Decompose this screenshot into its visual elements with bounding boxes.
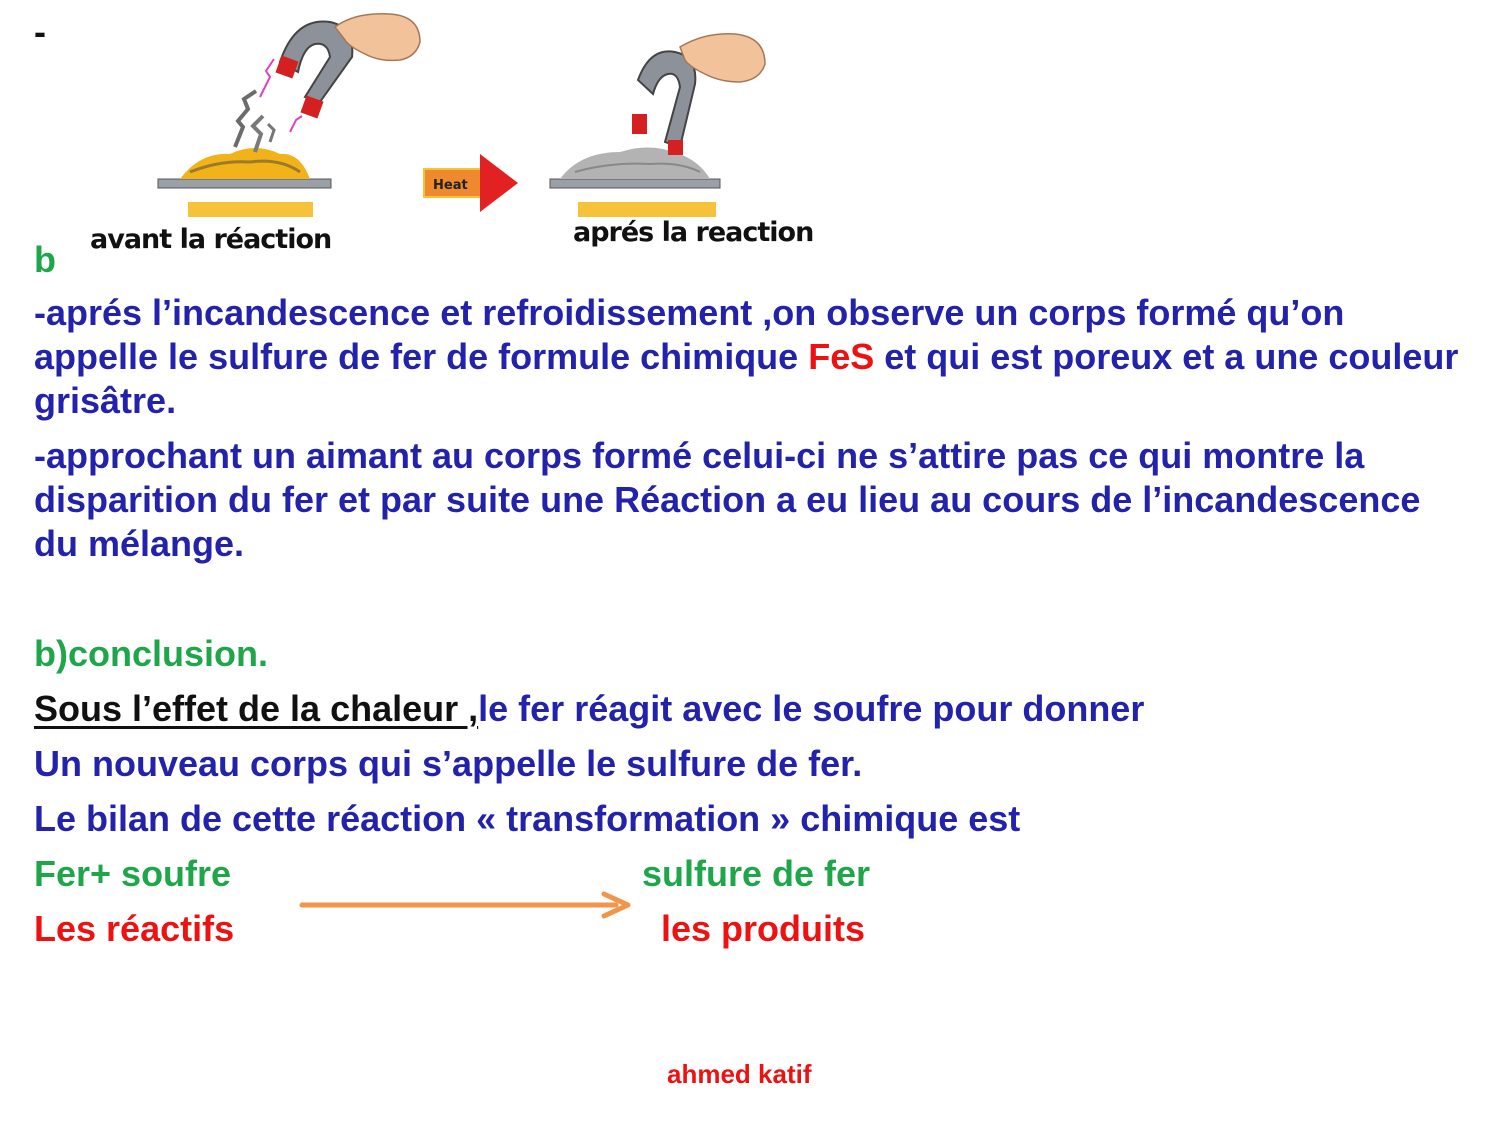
paragraph1-text-after: et qui est poreux et a une couleur grisâtre. [34,336,1459,421]
section-label-b: b [34,239,56,280]
magnet-experiment-drawing [120,2,793,217]
after-reaction-drawing [550,34,765,217]
observation-paragraph-2: -approchant un aimant au corps formé celui-ci ne s’attire pas ce qui montre la disparition du fer et par suite une Réaction a eu lieu au cours de l’incandescence du mélange. [34,435,1421,564]
formula-fes: FeS [808,336,875,377]
conclusion-heading: b)conclusion. [34,633,268,674]
author-name: ahmed katif [667,1059,812,1089]
heat-label: Heat [433,178,468,193]
reaction-illustration [120,2,793,217]
heat-arrow [423,154,518,212]
conclusion-line-2: Un nouveau corps qui s’appelle le sulfure de fer. [34,743,863,784]
caption-after: aprés la reaction [573,217,814,248]
products-label: les produits [661,908,866,949]
before-reaction-drawing [158,14,420,217]
reaction-arrow-icon [298,888,638,922]
equation-reactants: Fer+ soufre [34,853,232,894]
conclusion-line-3: Le bilan de cette réaction « transformation » chimique est [34,798,1021,839]
conclusion-underlined-phrase: Sous l’effet de la chaleur , [34,688,479,729]
conclusion-line-1 [34,687,1144,731]
equation-products: sulfure de fer [642,853,871,894]
leading-dash: - [34,11,46,52]
paragraph1-text-before: -aprés l’incandescence et refroidissement ,on observe un corps formé qu’on appelle le sulfure de fer de formule chimique [34,292,1345,377]
reactants-label: Les réactifs [34,908,235,949]
caption-before: avant la réaction [90,224,332,255]
conclusion-line-1-rest: le fer réagit avec le soufre pour donner [478,688,1145,729]
observation-paragraph-1 [34,291,1474,423]
